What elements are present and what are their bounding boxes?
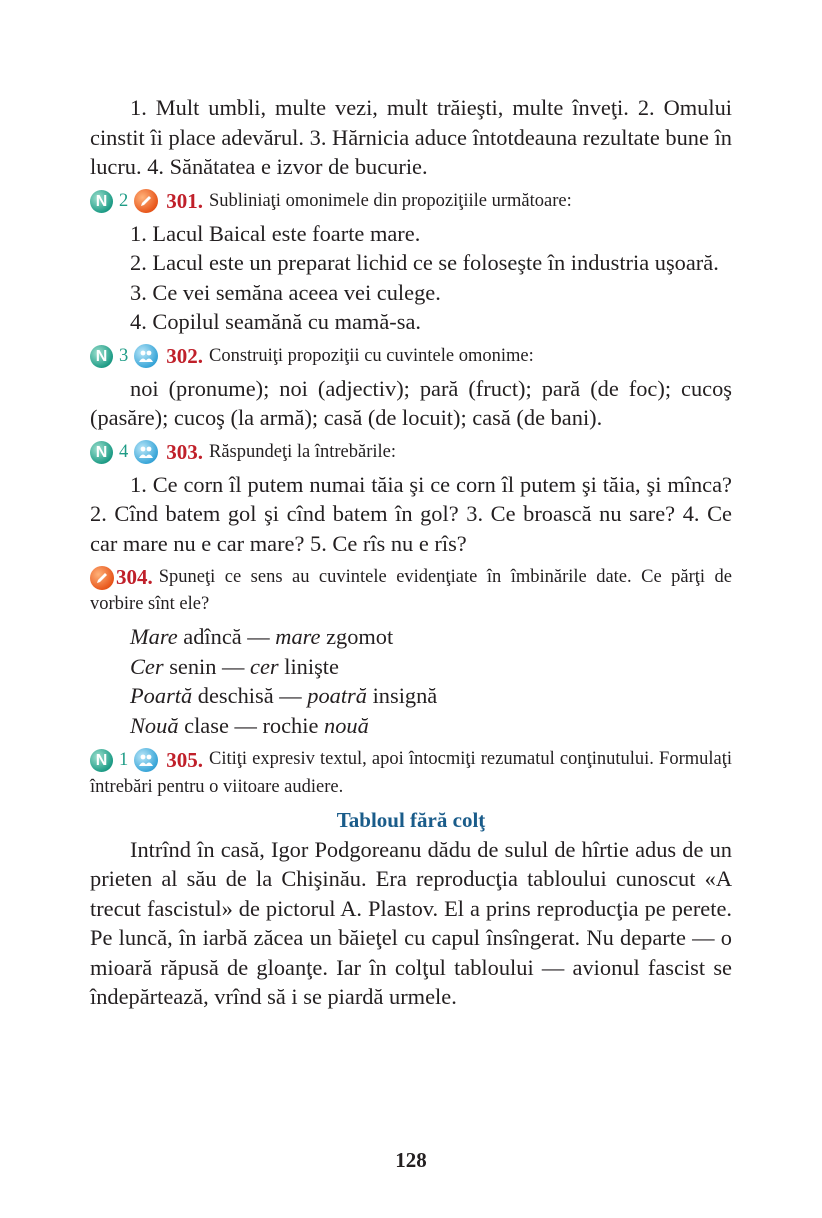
sentence-line: 4. Copilul seamănă cu mamă-sa.	[130, 309, 421, 334]
page-number: 128	[395, 1148, 427, 1172]
word-pair-line: Cer senin — cer linişte	[130, 653, 339, 679]
word-pair-line: Poartă deschisă — poatră insignă	[130, 683, 438, 709]
exercise-305-header	[90, 746, 732, 800]
exercise-number: 301.	[166, 188, 203, 213]
pencil-icon	[90, 566, 114, 590]
exercise-instruction: Spuneţi ce sens au cuvintele evidenţiate în îmbinările date. Ce părţi de vorbire sînt ele?	[90, 567, 732, 615]
level-number: 3	[119, 345, 129, 366]
page-content	[90, 93, 732, 1012]
level-number: 4	[119, 441, 129, 462]
word-pair-line: Mare adîncă — mare zgomot	[130, 624, 394, 650]
n-badge-icon: N	[90, 190, 113, 213]
exercise-301-lines	[90, 219, 732, 337]
exercise-303-text: 1. Ce corn îl putem numai tăia şi ce corn îl putem şi tăia, şi mînca? 2. Cînd batem gol şi cînd batem în gol? 3. Ce broască nu sare? 4. Ce car mare nu e car mare? 5. Ce rîs nu e rîs?	[90, 471, 732, 556]
pair-work-icon	[134, 440, 158, 464]
n-badge-icon: N	[90, 441, 113, 464]
sentence-line: 2. Lacul este un preparat lichid ce se foloseşte în industria uşoară.	[130, 250, 719, 275]
exercise-number: 303.	[166, 439, 203, 464]
sentence-line: 1. Lacul Baical este foarte mare.	[130, 220, 421, 246]
story-title: Tabloul fără colţ	[336, 807, 486, 832]
exercise-303-header	[90, 439, 732, 466]
story-text: Intrînd în casă, Igor Podgoreanu dădu de sulul de hîrtie adus de un prieten al său de la Chişinău. Era reproducţia tabloului cunoscut «A trecut fascistul» de pictorul A. Plastov. El a prins reproducţia pe perete. Pe luncă, în iarbă zăcea un băieţel cu capul însîngerat. Nu departe — o mioară răpusă de gloanţe. Iar în colţul tabloului — avionul fascist se îndepărtează, vrînd să i se piardă urmele.	[90, 836, 732, 1009]
exercise-302-text: noi (pronume); noi (adjectiv); pară (fruct); pară (de foc); cucoş (pasăre); cucoş (la armă); casă (de locuit); casă (de bani).	[90, 375, 732, 430]
exercise-304-pairs	[90, 622, 732, 740]
n-badge-icon: N	[90, 749, 113, 772]
exercise-304-header	[90, 564, 732, 618]
exercise-number: 305.	[166, 747, 203, 772]
exercise-instruction: Răspundeţi la întrebările:	[209, 441, 396, 462]
exercise-301-header	[90, 188, 732, 215]
exercise-instruction: Construiţi propoziţii cu cuvintele omonime:	[209, 345, 534, 366]
word-pair-line: Nouă clase — rochie nouă	[130, 712, 369, 738]
pair-work-icon	[134, 748, 158, 772]
exercise-instruction: Subliniaţi omonimele din propoziţiile următoare:	[209, 190, 572, 211]
exercise-instruction: Citiţi expresiv textul, apoi întocmiţi rezumatul conţinutului. Formulaţi întrebări pentru o viitoare audiere.	[90, 749, 732, 797]
intro-paragraph: 1. Mult umbli, multe vezi, mult trăieşti, multe înveţi. 2. Omului cinstit îi place adevărul. 3. Hărnicia aduce întotdeauna rezultate bune în lucru. 4. Sănătatea e izvor de bucurie.	[90, 95, 732, 179]
level-number: 2	[119, 190, 129, 211]
pencil-icon	[134, 189, 158, 213]
pair-work-icon	[134, 344, 158, 368]
exercise-number: 304.	[116, 565, 153, 590]
exercise-302-header	[90, 343, 732, 370]
n-badge-icon: N	[90, 345, 113, 368]
exercise-number: 302.	[166, 343, 203, 368]
sentence-line: 3. Ce vei semăna aceea vei culege.	[130, 279, 441, 305]
level-number: 1	[119, 749, 129, 770]
